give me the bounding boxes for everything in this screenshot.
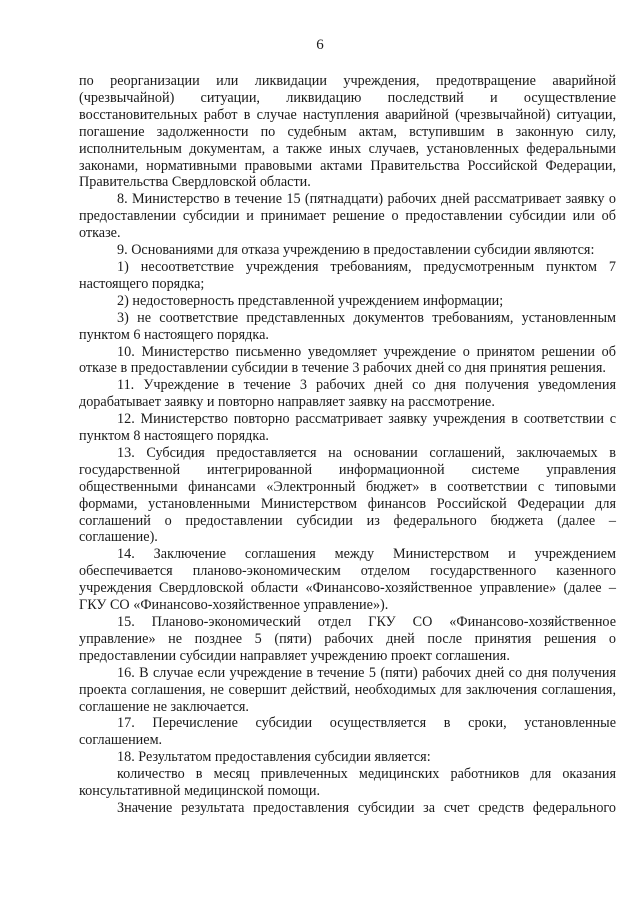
paragraph: 14. Заключение соглашения между Министерством и учреждением обеспечивается планово-экономическим отделом государственного казенного учреждения Свердловской области «Финансово-хозяйственное управление» (далее – ГКУ СО «Финансово-хозяйственное управление»). — [79, 546, 616, 614]
paragraph: количество в месяц привлеченных медицинских работников для оказания консультативной медицинской помощи. — [79, 766, 616, 800]
paragraph: 3) не соответствие представленных документов требованиям, установленным пунктом 6 настоящего порядка. — [79, 309, 616, 343]
paragraph: 16. В случае если учреждение в течение 5 (пяти) рабочих дней со дня получения проекта соглашения, не совершит действий, необходимых для заключения соглашения, соглашение не заключается. — [79, 664, 616, 715]
paragraph: по реорганизации или ликвидации учреждения, предотвращение аварийной (чрезвычайной) ситуации, ликвидацию последствий и осуществление восстановительных работ в случае наступления аварийной (чрезвычайной) ситуации, погашение задолженности по судебным актам, вступившим в законную силу, исполнительным документам, а также иных случаев, установленных федеральными законами, нормативными правовыми актами Правительства Российской Федерации, Правительства Свердловской области. — [79, 73, 616, 191]
paragraph: 9. Основаниями для отказа учреждению в предоставлении субсидии являются: — [117, 242, 595, 259]
paragraph: 2) недостоверность представленной учреждением информации; — [117, 292, 504, 309]
paragraph: 17. Перечисление субсидии осуществляется в сроки, установленные соглашением. — [79, 715, 616, 749]
page-number: 6 — [316, 37, 324, 53]
paragraph: 8. Министерство в течение 15 (пятнадцати) рабочих дней рассматривает заявку о предоставлении субсидии и принимает решение о предоставлении субсидии или об отказе. — [79, 191, 616, 242]
paragraph: 12. Министерство повторно рассматривает заявку учреждения в соответствии с пунктом 8 настоящего порядка. — [79, 411, 616, 445]
document-body — [79, 73, 616, 817]
paragraph: 13. Субсидия предоставляется на основании соглашений, заключаемых в государственной интегрированной информационной системе управления общественными финансами «Электронный бюджет» в соответствии с типовыми формами, установленными Министерством финансов Российской Федерации для соглашений о предоставлении субсидии из федерального бюджета (далее – соглашение). — [79, 444, 616, 546]
paragraph: 11. Учреждение в течение 3 рабочих дней со дня получения уведомления дорабатывает заявку и повторно направляет заявку на рассмотрение. — [79, 377, 616, 411]
paragraph: 15. Планово-экономический отдел ГКУ СО «Финансово-хозяйственное управление» не позднее 5 (пяти) рабочих дней после принятия решения о предоставлении субсидии направляет учреждению проект соглашения. — [79, 614, 616, 664]
paragraph: 1) несоответствие учреждения требованиям, предусмотренным пунктом 7 настоящего порядка; — [79, 258, 616, 292]
paragraph: Значение результата предоставления субсидии за счет средств федерального — [117, 799, 616, 816]
paragraph: 10. Министерство письменно уведомляет учреждение о принятом решении об отказе в предоставлении субсидии в течение 3 рабочих дней со дня принятия решения. — [79, 343, 616, 377]
paragraph: 18. Результатом предоставления субсидии является: — [117, 749, 431, 766]
